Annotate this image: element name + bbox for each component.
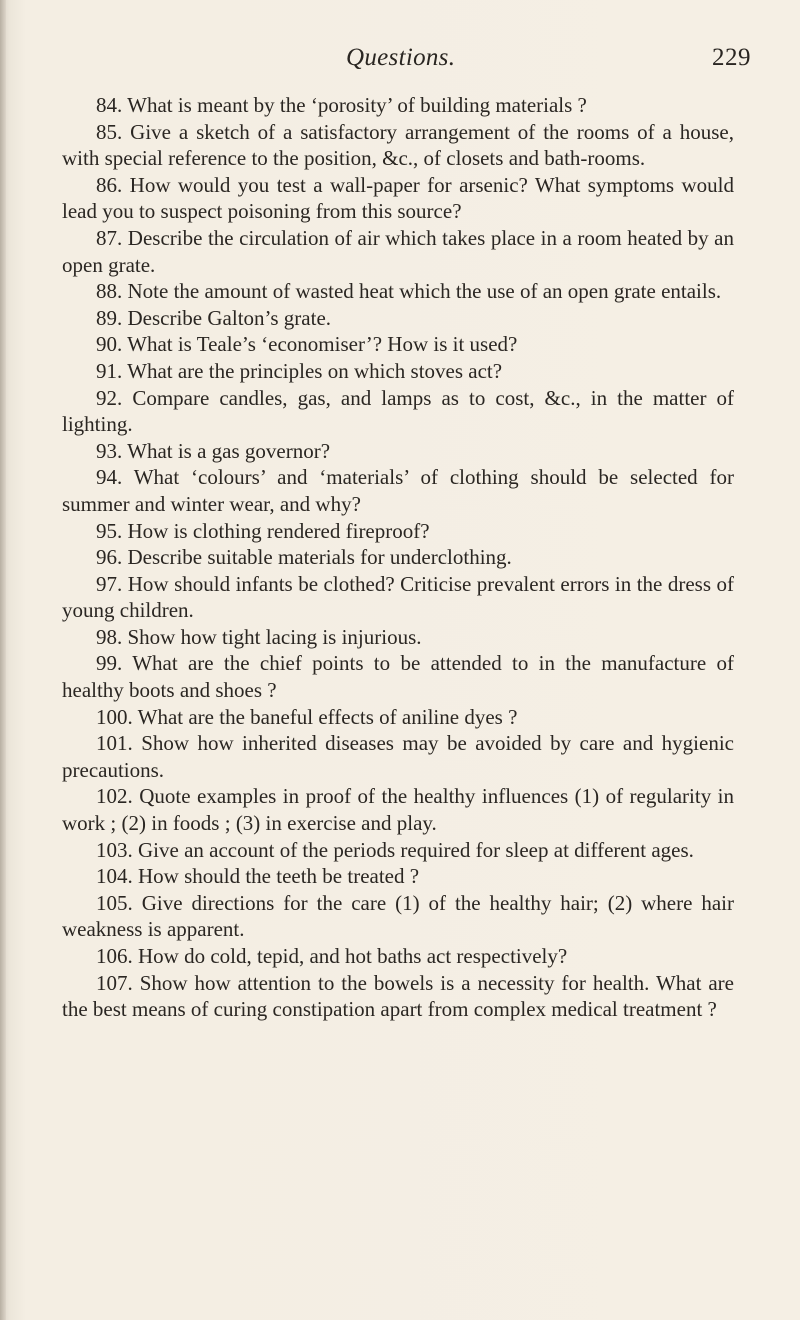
question-text: Quote examples in proof of the healthy influences (1) of regularity in work ; (2) in foods ; (3) in exercise and play. <box>62 784 734 836</box>
question-text: Give a sketch of a satisfactory arrangement of the rooms of a house, with special reference to the position, &c., of closets and bath-rooms. <box>62 119 735 171</box>
question-number: 88. <box>96 279 123 304</box>
question-item <box>62 172 734 225</box>
question-item <box>62 385 734 438</box>
question-number: 96. <box>96 545 123 570</box>
question-item <box>62 438 734 465</box>
question-number: 103. <box>96 837 133 862</box>
question-number: 85. <box>96 119 123 144</box>
question-item <box>62 305 734 332</box>
question-text: How should infants be clothed? Criticise prevalent errors in the dress of young children. <box>62 571 734 623</box>
question-number: 84. <box>96 93 123 117</box>
question-item <box>62 783 734 836</box>
question-number: 94. <box>96 465 123 490</box>
question-text: What are the baneful effects of aniline dyes ? <box>137 704 518 729</box>
question-item <box>62 704 734 731</box>
question-text: How is clothing rendered fireproof? <box>127 518 430 543</box>
question-text: How would you test a wall-paper for arsenic? What symptoms would lead you to suspect poisoning from this source? <box>62 172 735 224</box>
question-item <box>62 225 734 278</box>
question-item <box>62 837 734 864</box>
question-text: Give an account of the periods required for sleep at different ages. <box>138 837 694 862</box>
question-number: 104. <box>96 864 133 889</box>
question-number: 99. <box>96 651 123 676</box>
page-header <box>0 44 800 84</box>
question-text: What ‘colours’ and ‘materials’ of clothing should be selected for summer and winter wear, and why? <box>62 465 734 516</box>
question-number: 86. <box>96 172 123 197</box>
question-number: 98. <box>96 624 123 649</box>
question-item <box>62 544 734 571</box>
question-number: 106. <box>96 944 133 968</box>
question-item <box>62 730 734 783</box>
question-text: Describe Galton’s grate. <box>127 305 332 330</box>
question-item <box>62 278 734 305</box>
question-item <box>62 943 734 970</box>
running-title: Questions. <box>346 44 456 71</box>
question-text: Note the amount of wasted heat which the use of an open grate entails. <box>127 279 722 304</box>
question-text: Describe suitable materials for underclothing. <box>127 545 512 570</box>
question-item <box>62 518 734 545</box>
question-list <box>62 92 734 1023</box>
question-number: 93. <box>96 438 123 463</box>
question-number: 90. <box>96 332 123 357</box>
question-number: 100. <box>96 704 133 729</box>
question-item <box>62 624 734 651</box>
question-item <box>62 331 734 358</box>
question-item <box>62 92 734 119</box>
question-number: 89. <box>96 305 123 330</box>
question-text: What are the principles on which stoves act? <box>127 358 503 383</box>
question-text: What is meant by the ‘porosity’ of building materials ? <box>127 93 587 117</box>
question-number: 102. <box>96 784 133 809</box>
question-text: Show how attention to the bowels is a necessity for health. What are the best means of curing constipation apart from complex medical treatment ? <box>62 970 734 1022</box>
question-number: 95. <box>96 518 123 543</box>
question-text: Give directions for the care (1) of the healthy hair; (2) where hair weakness is apparent. <box>62 890 735 942</box>
question-number: 107. <box>96 970 133 995</box>
question-item <box>62 650 734 703</box>
page-number: 229 <box>712 44 751 71</box>
question-text: What is a gas governor? <box>127 438 331 463</box>
question-item <box>62 890 734 943</box>
question-text: What are the chief points to be attended to in the manufacture of healthy boots and shoes ? <box>62 651 734 703</box>
question-number: 87. <box>96 225 123 250</box>
question-number: 105. <box>96 890 133 915</box>
question-item <box>62 119 734 172</box>
page-binding-edge <box>0 0 6 1320</box>
question-number: 91. <box>96 358 123 383</box>
question-text: Compare candles, gas, and lamps as to cost, &c., in the matter of lighting. <box>62 385 735 437</box>
question-text: How do cold, tepid, and hot baths act respectively? <box>138 944 568 968</box>
question-item <box>62 970 734 1023</box>
question-item <box>62 358 734 385</box>
question-text: How should the teeth be treated ? <box>138 864 420 889</box>
question-item <box>62 863 734 890</box>
question-text: Show how inherited diseases may be avoided by care and hygienic precautions. <box>62 731 734 782</box>
question-item <box>62 571 734 624</box>
question-number: 97. <box>96 571 123 596</box>
question-text: Show how tight lacing is injurious. <box>127 624 422 649</box>
question-number: 101. <box>96 731 133 756</box>
question-text: Describe the circulation of air which takes place in a room heated by an open grate. <box>62 225 734 277</box>
question-number: 92. <box>96 385 123 410</box>
question-item <box>62 464 734 517</box>
question-text: What is Teale’s ‘economiser’? How is it used? <box>127 332 518 357</box>
